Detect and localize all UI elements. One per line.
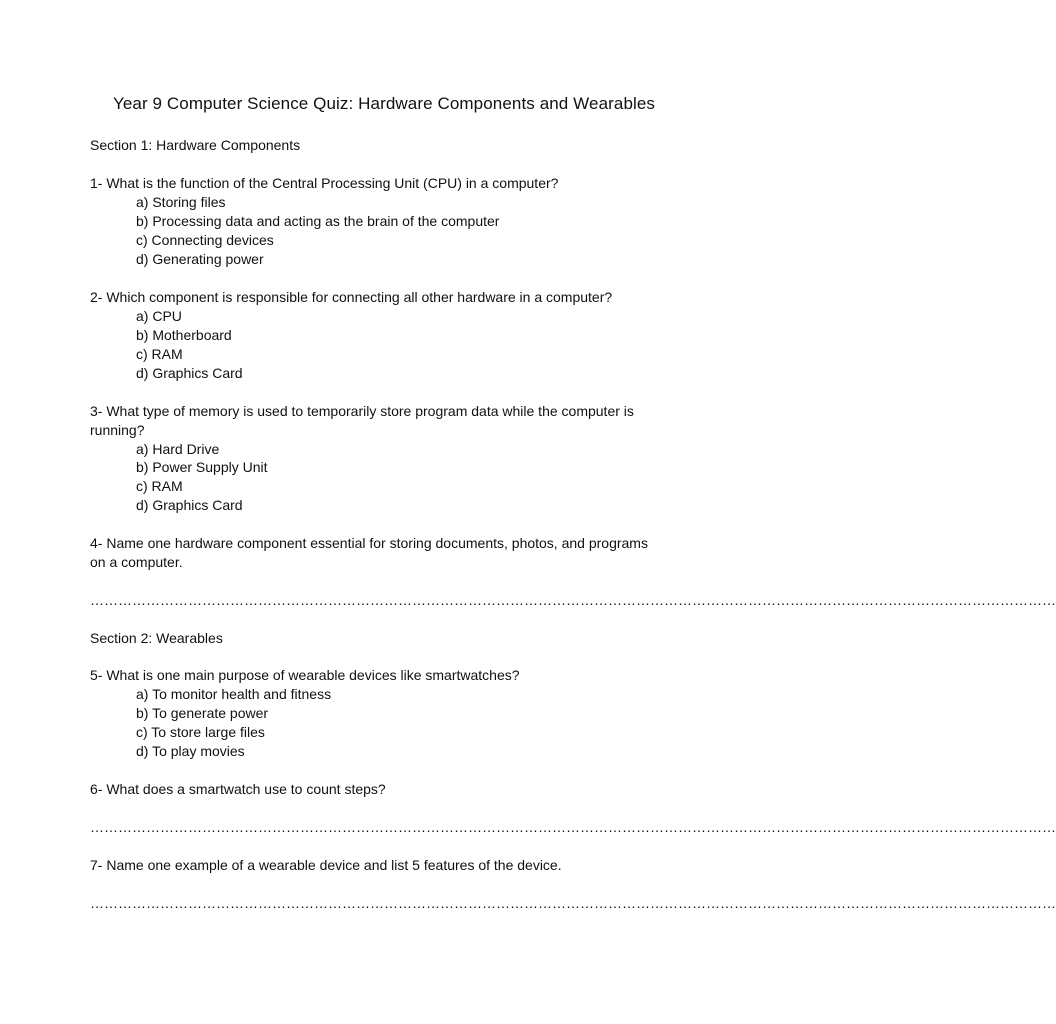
section-1-heading: Section 1: Hardware Components (90, 137, 301, 153)
question-2-option-b: b) Motherboard (136, 327, 232, 343)
question-6-answer-line[interactable]: ……………………………………………………………………………………………………………………………………………………………………………………… (90, 819, 1056, 835)
question-5-option-c: c) To store large files (136, 724, 265, 740)
question-3-line-1: 3- What type of memory is used to temporarily store program data while the computer is (90, 403, 634, 419)
question-1-option-c: c) Connecting devices (136, 232, 274, 248)
question-2-option-c: c) RAM (136, 346, 183, 362)
question-3-option-c: c) RAM (136, 478, 183, 494)
question-2-option-d: d) Graphics Card (136, 365, 243, 381)
question-3-option-d: d) Graphics Card (136, 497, 243, 513)
question-1-option-d: d) Generating power (136, 251, 264, 267)
question-4-line-1: 4- Name one hardware component essential for storing documents, photos, and programs (90, 535, 648, 551)
question-5-option-a: a) To monitor health and fitness (136, 686, 332, 702)
question-3-option-b: b) Power Supply Unit (136, 459, 268, 475)
question-5-option-b: b) To generate power (136, 705, 269, 721)
question-2: 2- Which component is responsible for connecting all other hardware in a computer? (90, 289, 613, 305)
question-5-option-d: d) To play movies (136, 743, 245, 759)
question-3-line-2: running? (90, 422, 145, 438)
question-4-line-2: on a computer. (90, 554, 183, 570)
question-1: 1- What is the function of the Central Processing Unit (CPU) in a computer? (90, 175, 559, 191)
question-3-option-a: a) Hard Drive (136, 441, 220, 457)
question-1-option-b: b) Processing data and acting as the brain of the computer (136, 213, 500, 229)
question-4-answer-line[interactable]: ……………………………………………………………………………………………………………………………………………………………………………………… (90, 592, 1056, 608)
question-7: 7- Name one example of a wearable device and list 5 features of the device. (90, 857, 562, 873)
question-5: 5- What is one main purpose of wearable devices like smartwatches? (90, 667, 520, 683)
quiz-title: Year 9 Computer Science Quiz: Hardware Components and Wearables (112, 94, 656, 113)
question-2-option-a: a) CPU (136, 308, 182, 324)
question-1-option-a: a) Storing files (136, 194, 226, 210)
question-7-answer-line[interactable]: ……………………………………………………………………………………………………………………………………………………………………………………… (90, 895, 1056, 911)
question-6: 6- What does a smartwatch use to count steps? (90, 781, 386, 797)
section-2-heading: Section 2: Wearables (90, 630, 223, 646)
